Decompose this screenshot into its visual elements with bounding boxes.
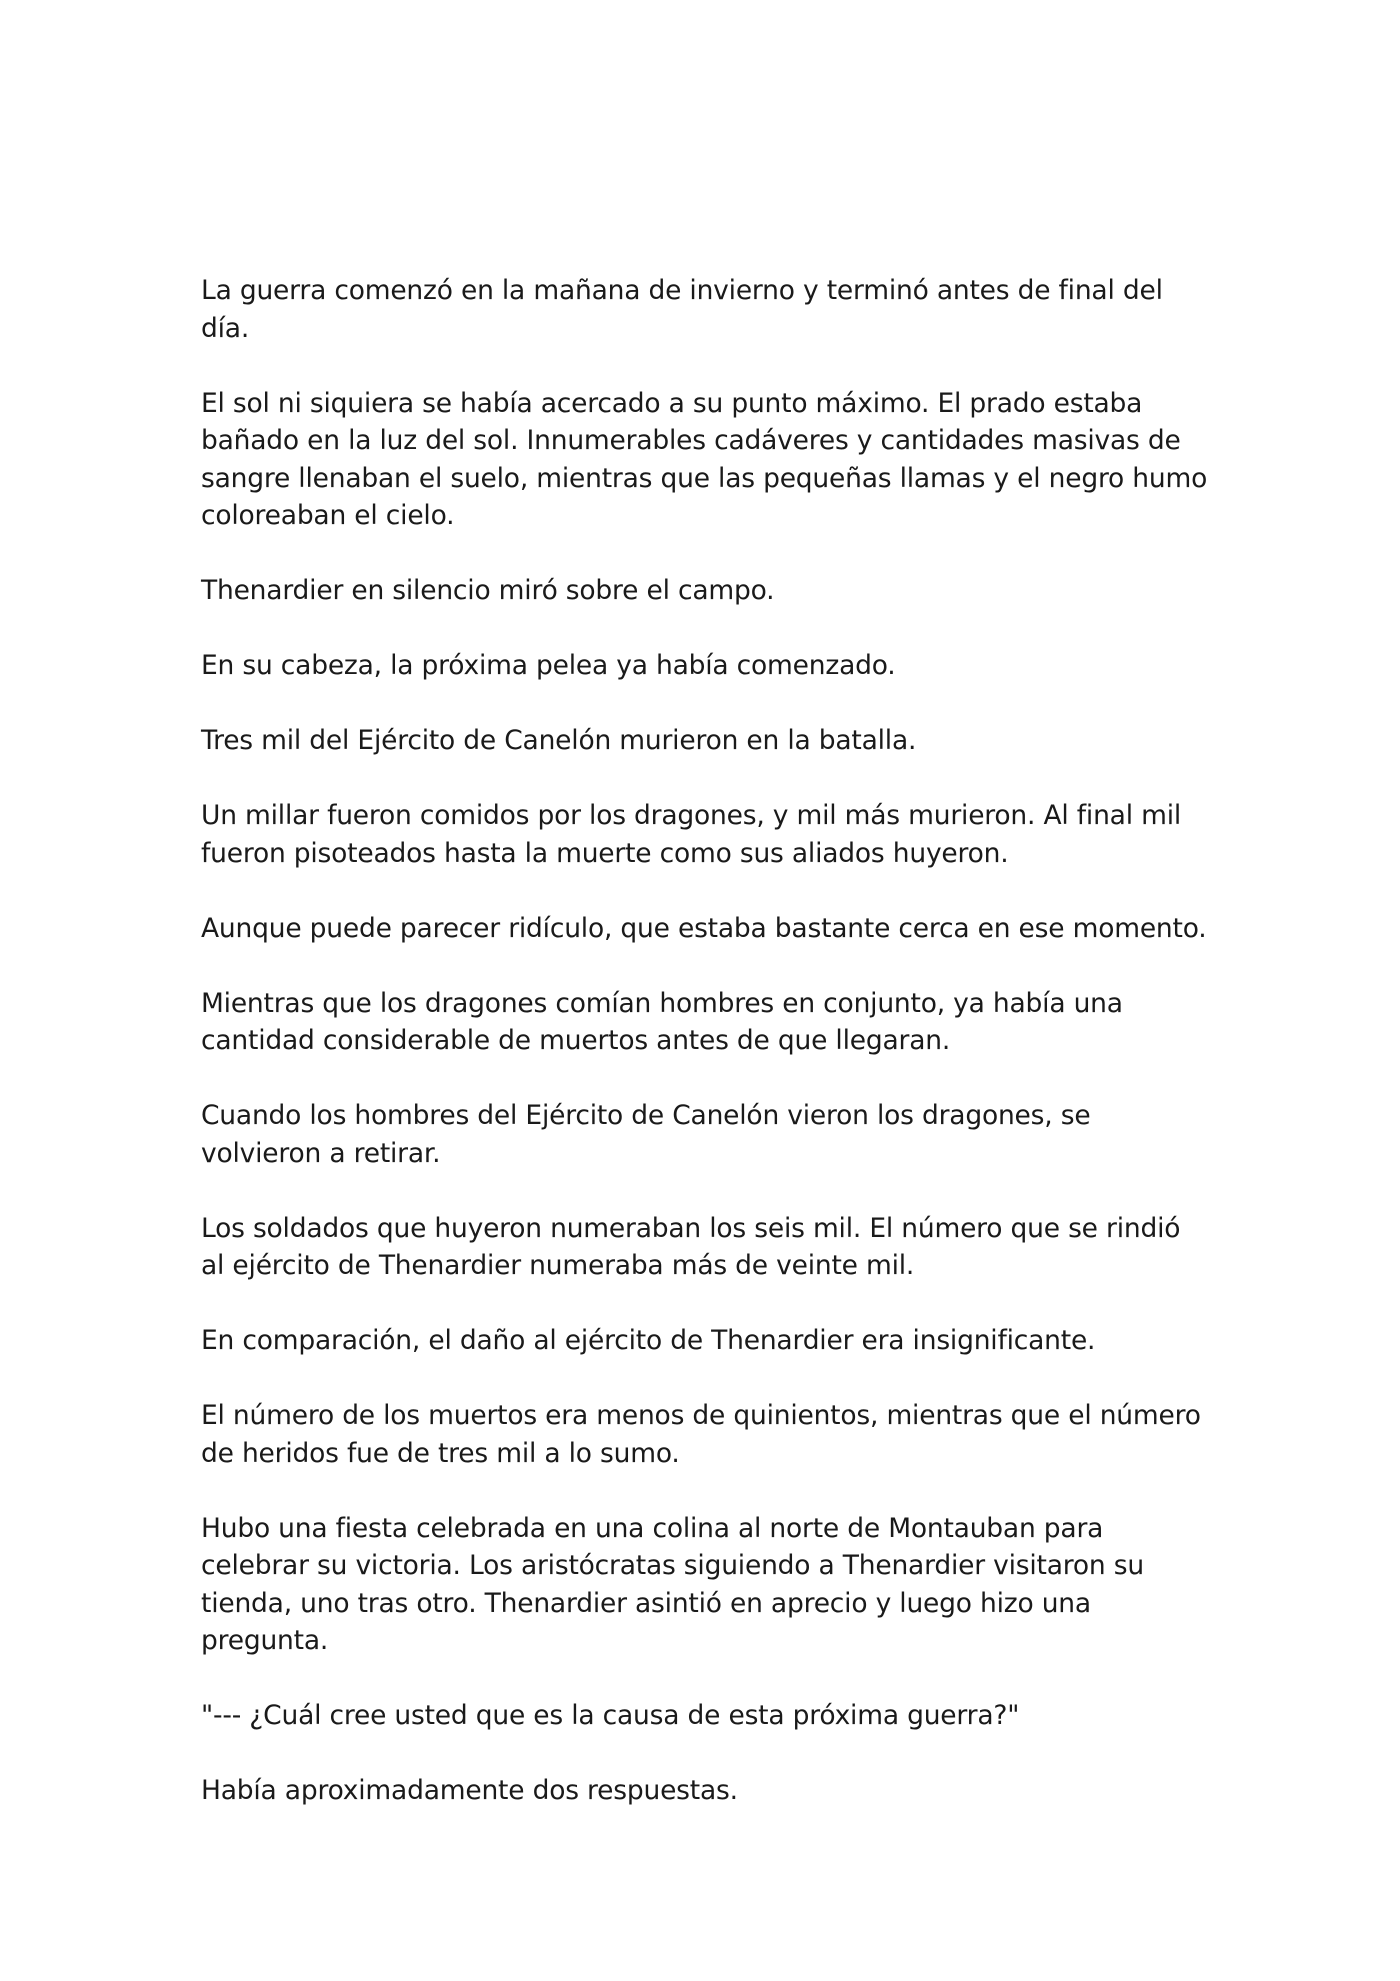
paragraph-10: Los soldados que huyeron numeraban los seis mil. El número que se rindió al ejército de Thenardier numeraba más de veinte mil.	[201, 1212, 1181, 1281]
paragraph-1: La guerra comenzó en la mañana de invierno y terminó antes de final del día.	[201, 275, 1163, 344]
paragraph-15: Había aproximadamente dos respuestas.	[201, 1775, 738, 1806]
paragraph-12: El número de los muertos era menos de quinientos, mientras que el número de heridos fue de tres mil a lo sumo.	[201, 1400, 1201, 1469]
paragraph-13: Hubo una fiesta celebrada en una colina al norte de Montauban para celebrar su victoria. Los aristócratas siguiendo a Thenardier visitaron su tienda, uno tras otro. Thenardier asintió en aprecio y luego hizo una pregunta.	[201, 1512, 1144, 1656]
paragraph-11: En comparación, el daño al ejército de Thenardier era insignificante.	[201, 1325, 1096, 1356]
body-text	[201, 272, 1211, 1847]
paragraph-5: Tres mil del Ejército de Canelón murieron en la batalla.	[201, 725, 917, 756]
paragraph-4: En su cabeza, la próxima pelea ya había comenzado.	[201, 650, 896, 681]
paragraph-7: Aunque puede parecer ridículo, que estaba bastante cerca en ese momento.	[201, 912, 1207, 944]
paragraph-6: Un millar fueron comidos por los dragones, y mil más murieron. Al final mil fueron pisoteados hasta la muerte como sus aliados huyeron.	[201, 800, 1182, 869]
paragraph-8: Mientras que los dragones comían hombres en conjunto, ya había una cantidad considerable de muertos antes de que llegaran.	[201, 987, 1123, 1056]
paragraph-14: "--- ¿Cuál cree usted que es la causa de esta próxima guerra?"	[201, 1700, 1020, 1731]
paragraph-9: Cuando los hombres del Ejército de Canelón vieron los dragones, se volvieron a retirar.	[201, 1100, 1091, 1169]
paragraph-2: El sol ni siquiera se había acercado a su punto máximo. El prado estaba bañado en la luz del sol. Innumerables cadáveres y cantidades masivas de sangre llenaban el suelo, mientras que las pequeñas llamas y el negro humo coloreaban el cielo.	[201, 387, 1208, 531]
paragraph-3: Thenardier en silencio miró sobre el campo.	[201, 575, 775, 606]
